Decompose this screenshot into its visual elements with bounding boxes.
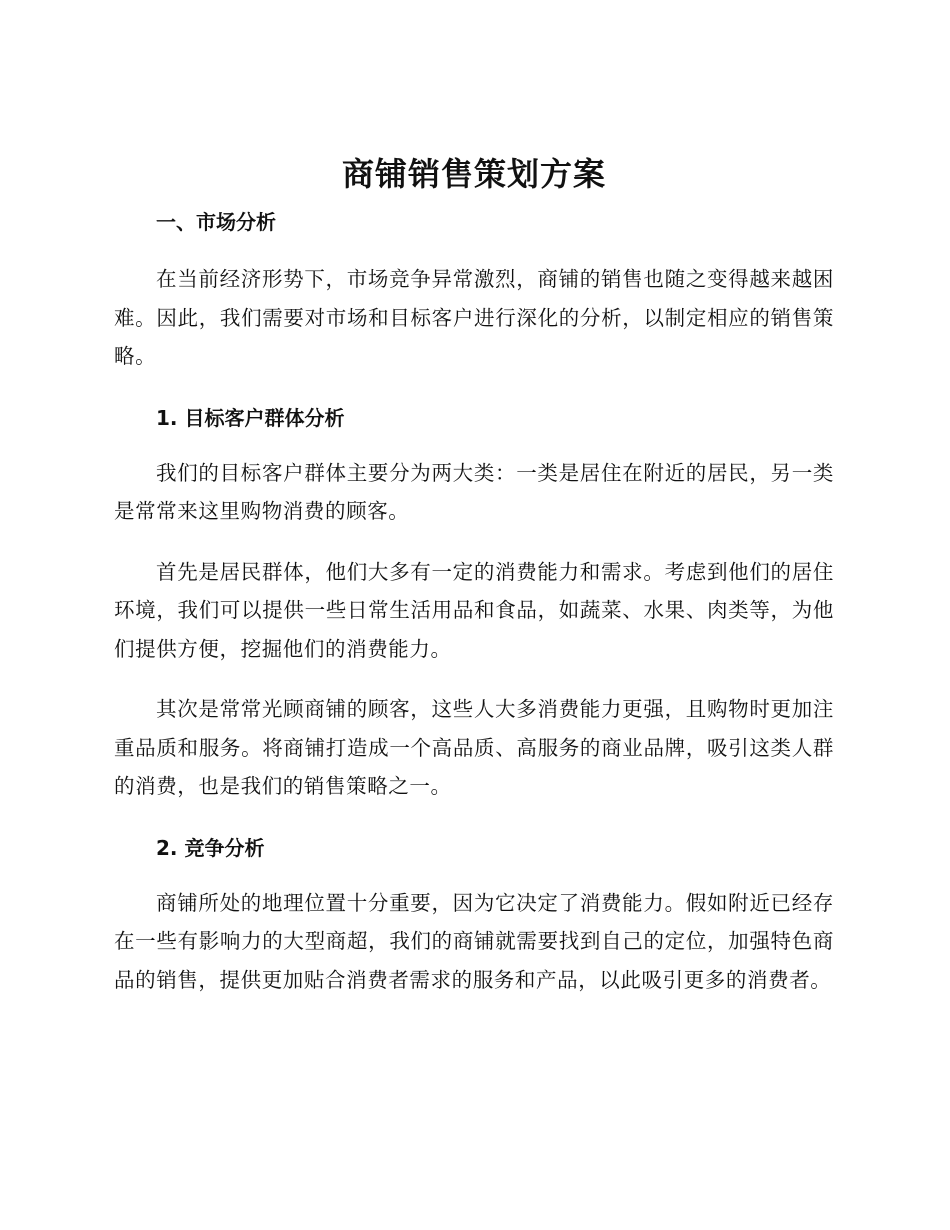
subheading-target-customers: 1. 目标客户群体分析: [156, 405, 345, 430]
document-title: 商铺销售策划方案: [341, 155, 606, 193]
paragraph-market-intro: 在当前经济形势下，市场竞争异常激烈，商铺的销售也随之变得越来越困难。因此，我们需要对市场和目标客户进行深化的分析，以制定相应的销售策略。: [114, 267, 834, 368]
paragraph-customer-groups: 我们的目标客户群体主要分为两大类：一类是居住在附近的居民，另一类是常常来这里购物消费的顾客。: [114, 460, 834, 523]
paragraph-residents: 首先是居民群体，他们大多有一定的消费能力和需求。考虑到他们的居住环境，我们可以提供一些日常生活用品和食品，如蔬菜、水果、肉类等，为他们提供方便，挖掘他们的消费能力。: [114, 559, 834, 661]
subheading-competition: 2. 竞争分析: [156, 835, 265, 860]
paragraph-frequent-customers: 其次是常常光顾商铺的顾客，这些人大多消费能力更强，且购物时更加注重品质和服务。将商铺打造成一个高品质、高服务的商业品牌，吸引这类人群的消费，也是我们的销售策略之一。: [114, 697, 834, 798]
paragraph-competition: 商铺所处的地理位置十分重要，因为它决定了消费能力。假如附近已经存在一些有影响力的大型商超，我们的商铺就需要找到自己的定位，加强特色商品的销售，提供更加贴合消费者需求的服务和产品，以此吸引更多的消费者。: [114, 890, 834, 992]
section-heading-market-analysis: 一、市场分析: [156, 210, 276, 234]
